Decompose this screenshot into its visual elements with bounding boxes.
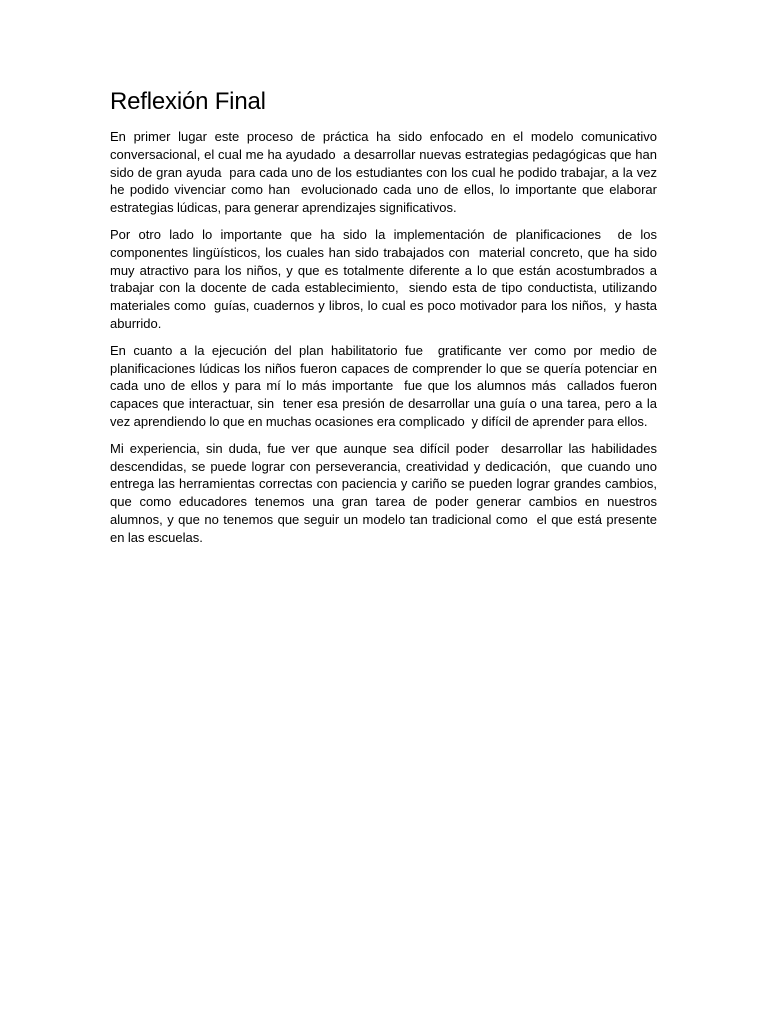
paragraph-3: En cuanto a la ejecución del plan habilitatorio fue gratificante ver como por medio de planificaciones lúdicas los niños fueron capaces de comprender lo que se quería potenciar en cada uno de ellos y para mí lo más importante fue que los alumnos más callados fueron capaces que interactuar, sin tener esa presión de desarrollar una guía o una tarea, pero a la vez aprendiendo lo que en muchas ocasiones era complicado y difícil de aprender para ellos. xyxy=(110,342,661,429)
document-page xyxy=(110,86,661,556)
paragraph-4: Mi experiencia, sin duda, fue ver que aunque sea difícil poder desarrollar las habilidades descendidas, se puede lograr con perseverancia, creatividad y dedicación, que cuando uno entrega las herramientas correctas con paciencia y cariño se pueden lograr grandes cambios, que como educadores tenemos una gran tarea de poder generar cambios en nuestros alumnos, y que no tenemos que seguir un modelo tan tradicional como el que está presente en las escuelas. xyxy=(110,440,661,545)
paragraph-2: Por otro lado lo importante que ha sido la implementación de planificaciones de los componentes lingüísticos, los cuales han sido trabajados con material concreto, que ha sido muy atractivo para los niños, y que es totalmente diferente a lo que están acostumbrados a trabajar con la docente de cada establecimiento, siendo esta de tipo conductista, utilizando materiales como guías, cuadernos y libros, lo cual es poco motivador para los niños, y hasta aburrido. xyxy=(110,226,661,331)
paragraph-1: En primer lugar este proceso de práctica ha sido enfocado en el modelo comunicativo conversacional, el cual me ha ayudado a desarrollar nuevas estrategias pedagógicas que han sido de gran ayuda para cada uno de los estudiantes con los cual he podido trabajar, a la vez he podido vivenciar como han evolucionado cada uno de ellos, lo importante que elaborar estrategias lúdicas, para generar aprendizajes significativos. xyxy=(110,129,661,216)
document-title: Reflexión Final xyxy=(110,88,266,115)
